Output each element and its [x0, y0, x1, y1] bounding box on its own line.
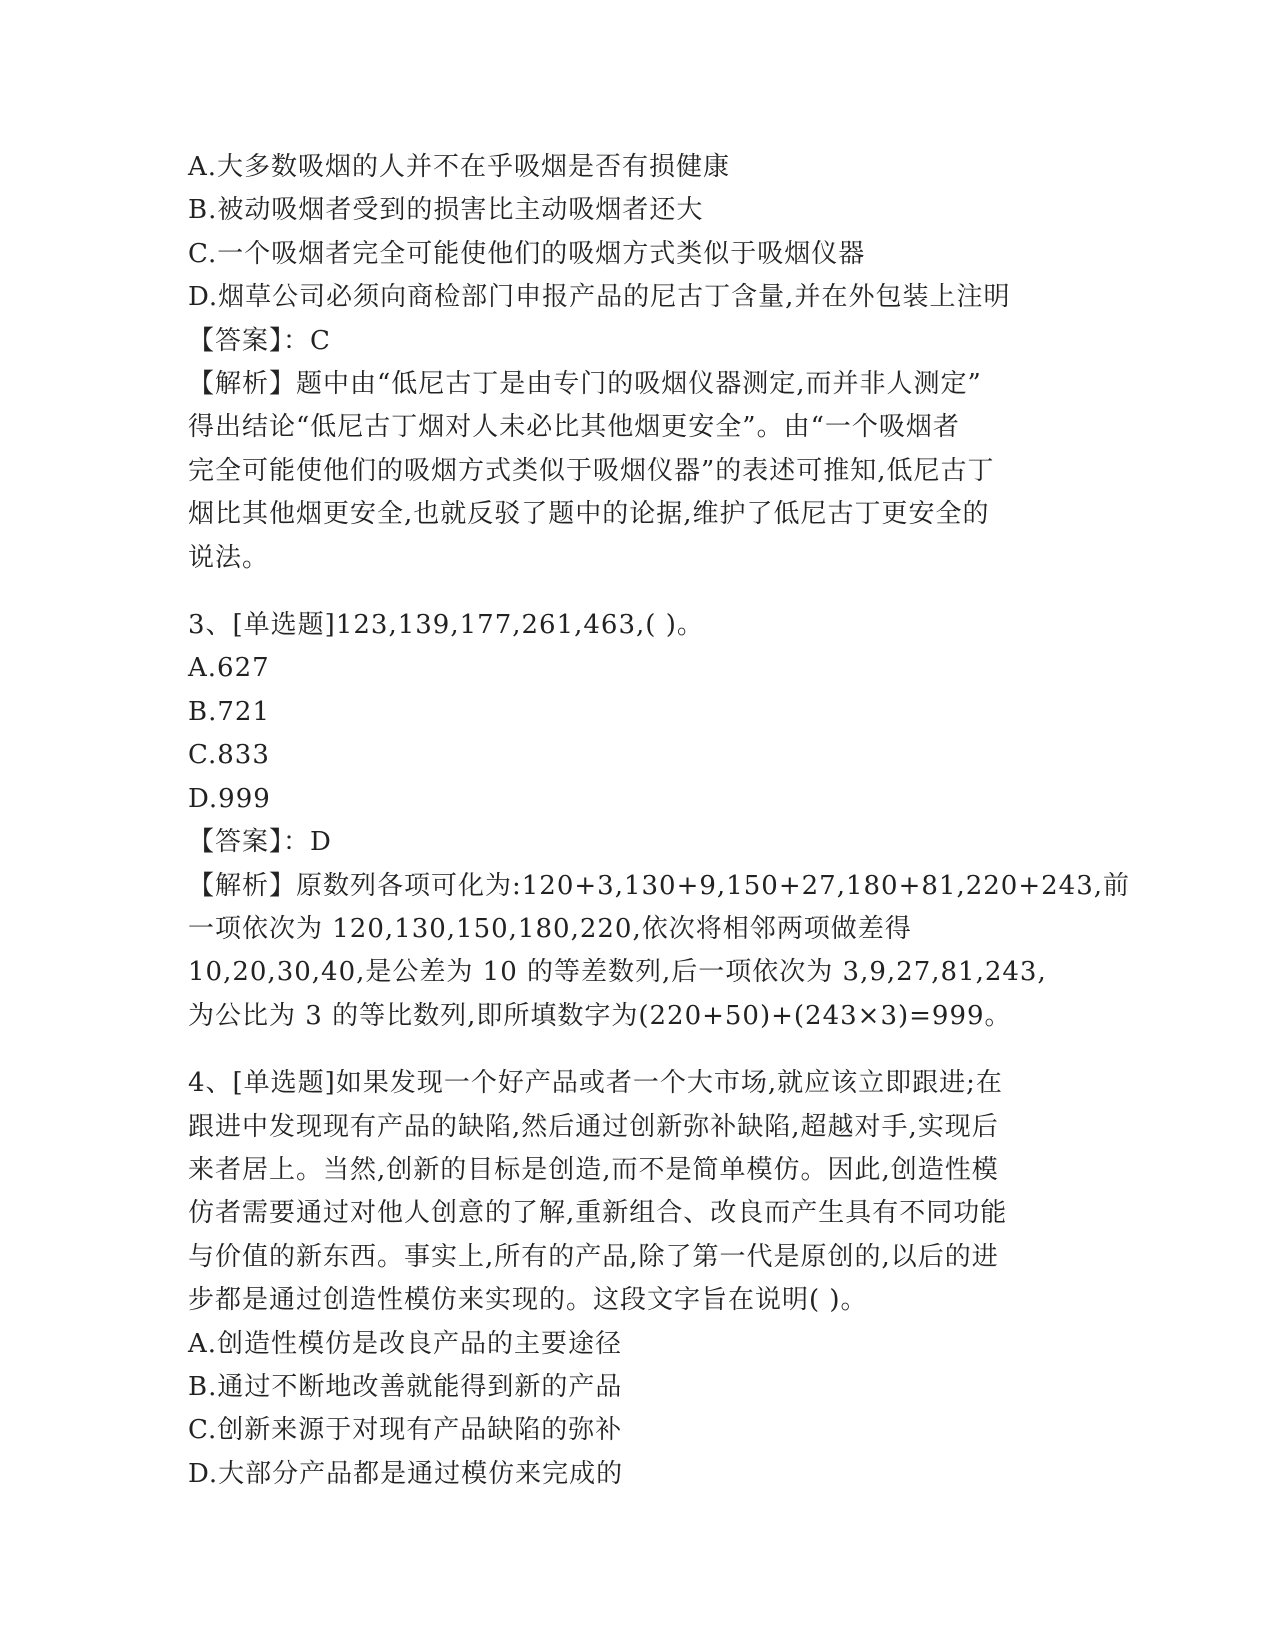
option-d: D.烟草公司必须向商检部门申报产品的尼古丁含量,并在外包装上注明 — [188, 282, 1011, 313]
spacer — [188, 580, 1088, 604]
question-stem-line: 4、[单选题]如果发现一个好产品或者一个大市场,就应该立即跟进;在 — [188, 1068, 1003, 1099]
option-c: C.创新来源于对现有产品缺陷的弥补 — [188, 1415, 623, 1446]
option-a: A.创造性模仿是改良产品的主要途径 — [188, 1328, 623, 1359]
answer: 【答案】：C — [188, 325, 331, 356]
option-d: D.大部分产品都是通过模仿来完成的 — [188, 1458, 624, 1489]
question-stem-line: 来者居上。当然,创新的目标是创造,而不是简单模仿。因此,创造性模 — [188, 1154, 999, 1185]
option-c: C.833 — [188, 740, 270, 771]
spacer — [188, 1038, 1088, 1062]
analysis-line: 10,20,30,40,是公差为 10 的等差数列,后一项依次为 3,9,27,81,243, — [188, 957, 1047, 988]
analysis-line: 完全可能使他们的吸烟方式类似于吸烟仪器”的表述可推知,低尼古丁 — [188, 455, 995, 486]
analysis-line: 【解析】题中由“低尼古丁是由专门的吸烟仪器测定,而并非人测定” — [188, 369, 982, 400]
option-a: A.627 — [188, 653, 270, 684]
question-stem-line: 步都是通过创造性模仿来实现的。这段文字旨在说明( )。 — [188, 1285, 868, 1316]
question-3 — [188, 604, 1131, 1038]
analysis-line: 得出结论“低尼古丁烟对人未必比其他烟更安全”。由“一个吸烟者 — [188, 412, 960, 443]
analysis-line: 一项依次为 120,130,150,180,220,依次将相邻两项做差得 — [188, 913, 912, 944]
answer: 【答案】：D — [188, 827, 332, 858]
option-b: B.721 — [188, 696, 270, 727]
question-2-tail — [188, 146, 1088, 580]
question-4 — [188, 1062, 1088, 1496]
analysis-line: 烟比其他烟更安全,也就反驳了题中的论据,维护了低尼古丁更安全的 — [188, 499, 990, 530]
analysis-line: 为公比为 3 的等比数列,即所填数字为(220+50)+(243×3)=999。 — [188, 1000, 1012, 1031]
analysis-line: 说法。 — [188, 542, 270, 573]
question-stem-line: 跟进中发现现有产品的缺陷,然后通过创新弥补缺陷,超越对手,实现后 — [188, 1111, 999, 1142]
option-b: B.被动吸烟者受到的损害比主动吸烟者还大 — [188, 195, 704, 226]
option-b: B.通过不断地改善就能得到新的产品 — [188, 1371, 623, 1402]
option-c: C.一个吸烟者完全可能使他们的吸烟方式类似于吸烟仪器 — [188, 238, 866, 269]
option-a: A.大多数吸烟的人并不在乎吸烟是否有损健康 — [188, 152, 731, 182]
question-stem-line: 与价值的新东西。事实上,所有的产品,除了第一代是原创的,以后的进 — [188, 1241, 999, 1272]
option-d: D.999 — [188, 783, 271, 814]
analysis-line: 【解析】原数列各项可化为:120+3,130+9,150+27,180+81,220+243,前 — [188, 870, 1131, 901]
question-stem-line: 仿者需要通过对他人创意的了解,重新组合、改良而产生具有不同功能 — [188, 1198, 1008, 1229]
page-content — [188, 146, 1131, 1496]
question-stem: 3、[单选题]123,139,177,261,463,( )。 — [188, 610, 704, 641]
